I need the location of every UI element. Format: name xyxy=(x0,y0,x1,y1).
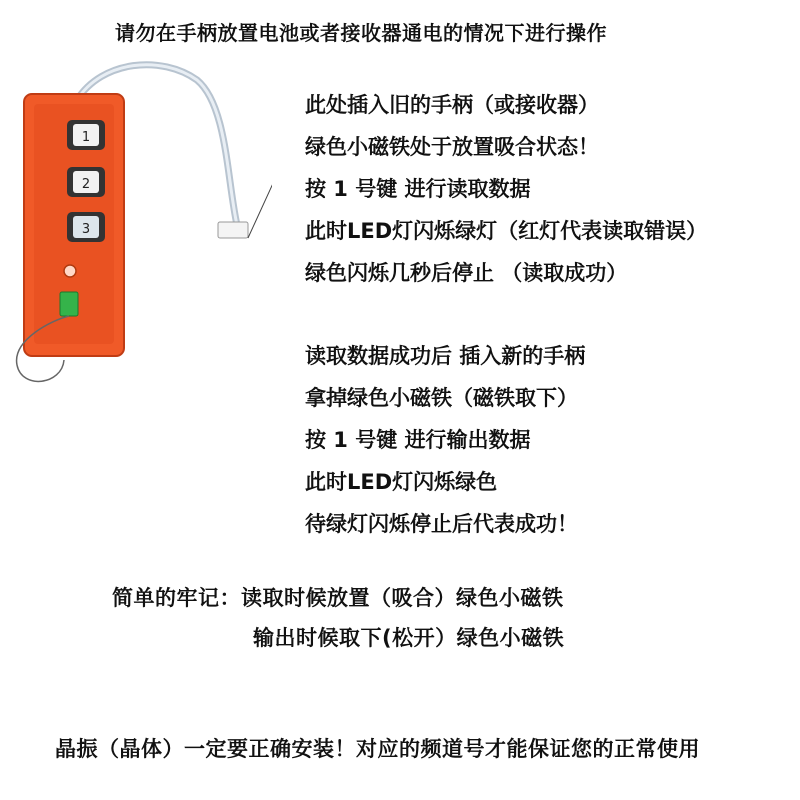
button-1-label: 1 xyxy=(81,130,91,145)
write-step: 此时LED灯闪烁绿色 xyxy=(305,470,498,494)
remote-handle-illustration xyxy=(12,60,272,400)
write-step: 待绿灯闪烁停止后代表成功！ xyxy=(305,512,578,536)
button-1 xyxy=(67,120,105,150)
memo-line-1: 简单的牢记：读取时候放置（吸合）绿色小磁铁 xyxy=(112,586,564,610)
crystal-note: 晶振（晶体）一定要正确安装！对应的频道号才能保证您的正常使用 xyxy=(55,737,700,761)
button-2 xyxy=(67,167,105,197)
write-steps xyxy=(305,342,585,552)
button-3 xyxy=(67,212,105,242)
read-step: 绿色小磁铁处于放置吸合状态！ xyxy=(305,135,599,159)
write-step: 拿掉绿色小磁铁（磁铁取下） xyxy=(305,386,578,410)
led-indicator xyxy=(64,265,76,277)
read-step: 按 1 号键 进行读取数据 xyxy=(305,177,531,201)
read-step: 绿色闪烁几秒后停止 （读取成功） xyxy=(305,261,628,285)
end-connector xyxy=(218,222,248,238)
read-steps xyxy=(305,91,707,301)
warning-header: 请勿在手柄放置电池或者接收器通电的情况下进行操作 xyxy=(115,21,607,45)
green-magnet xyxy=(60,292,78,316)
write-step: 按 1 号键 进行输出数据 xyxy=(305,428,531,452)
write-step: 读取数据成功后 插入新的手柄 xyxy=(305,344,586,368)
read-step: 此处插入旧的手柄（或接收器） xyxy=(305,93,599,117)
button-2-label: 2 xyxy=(81,177,91,192)
button-3-label: 3 xyxy=(81,222,91,237)
memo-line-2: 输出时候取下(松开）绿色小磁铁 xyxy=(253,626,565,650)
read-step: 此时LED灯闪烁绿灯（红灯代表读取错误） xyxy=(305,219,708,243)
